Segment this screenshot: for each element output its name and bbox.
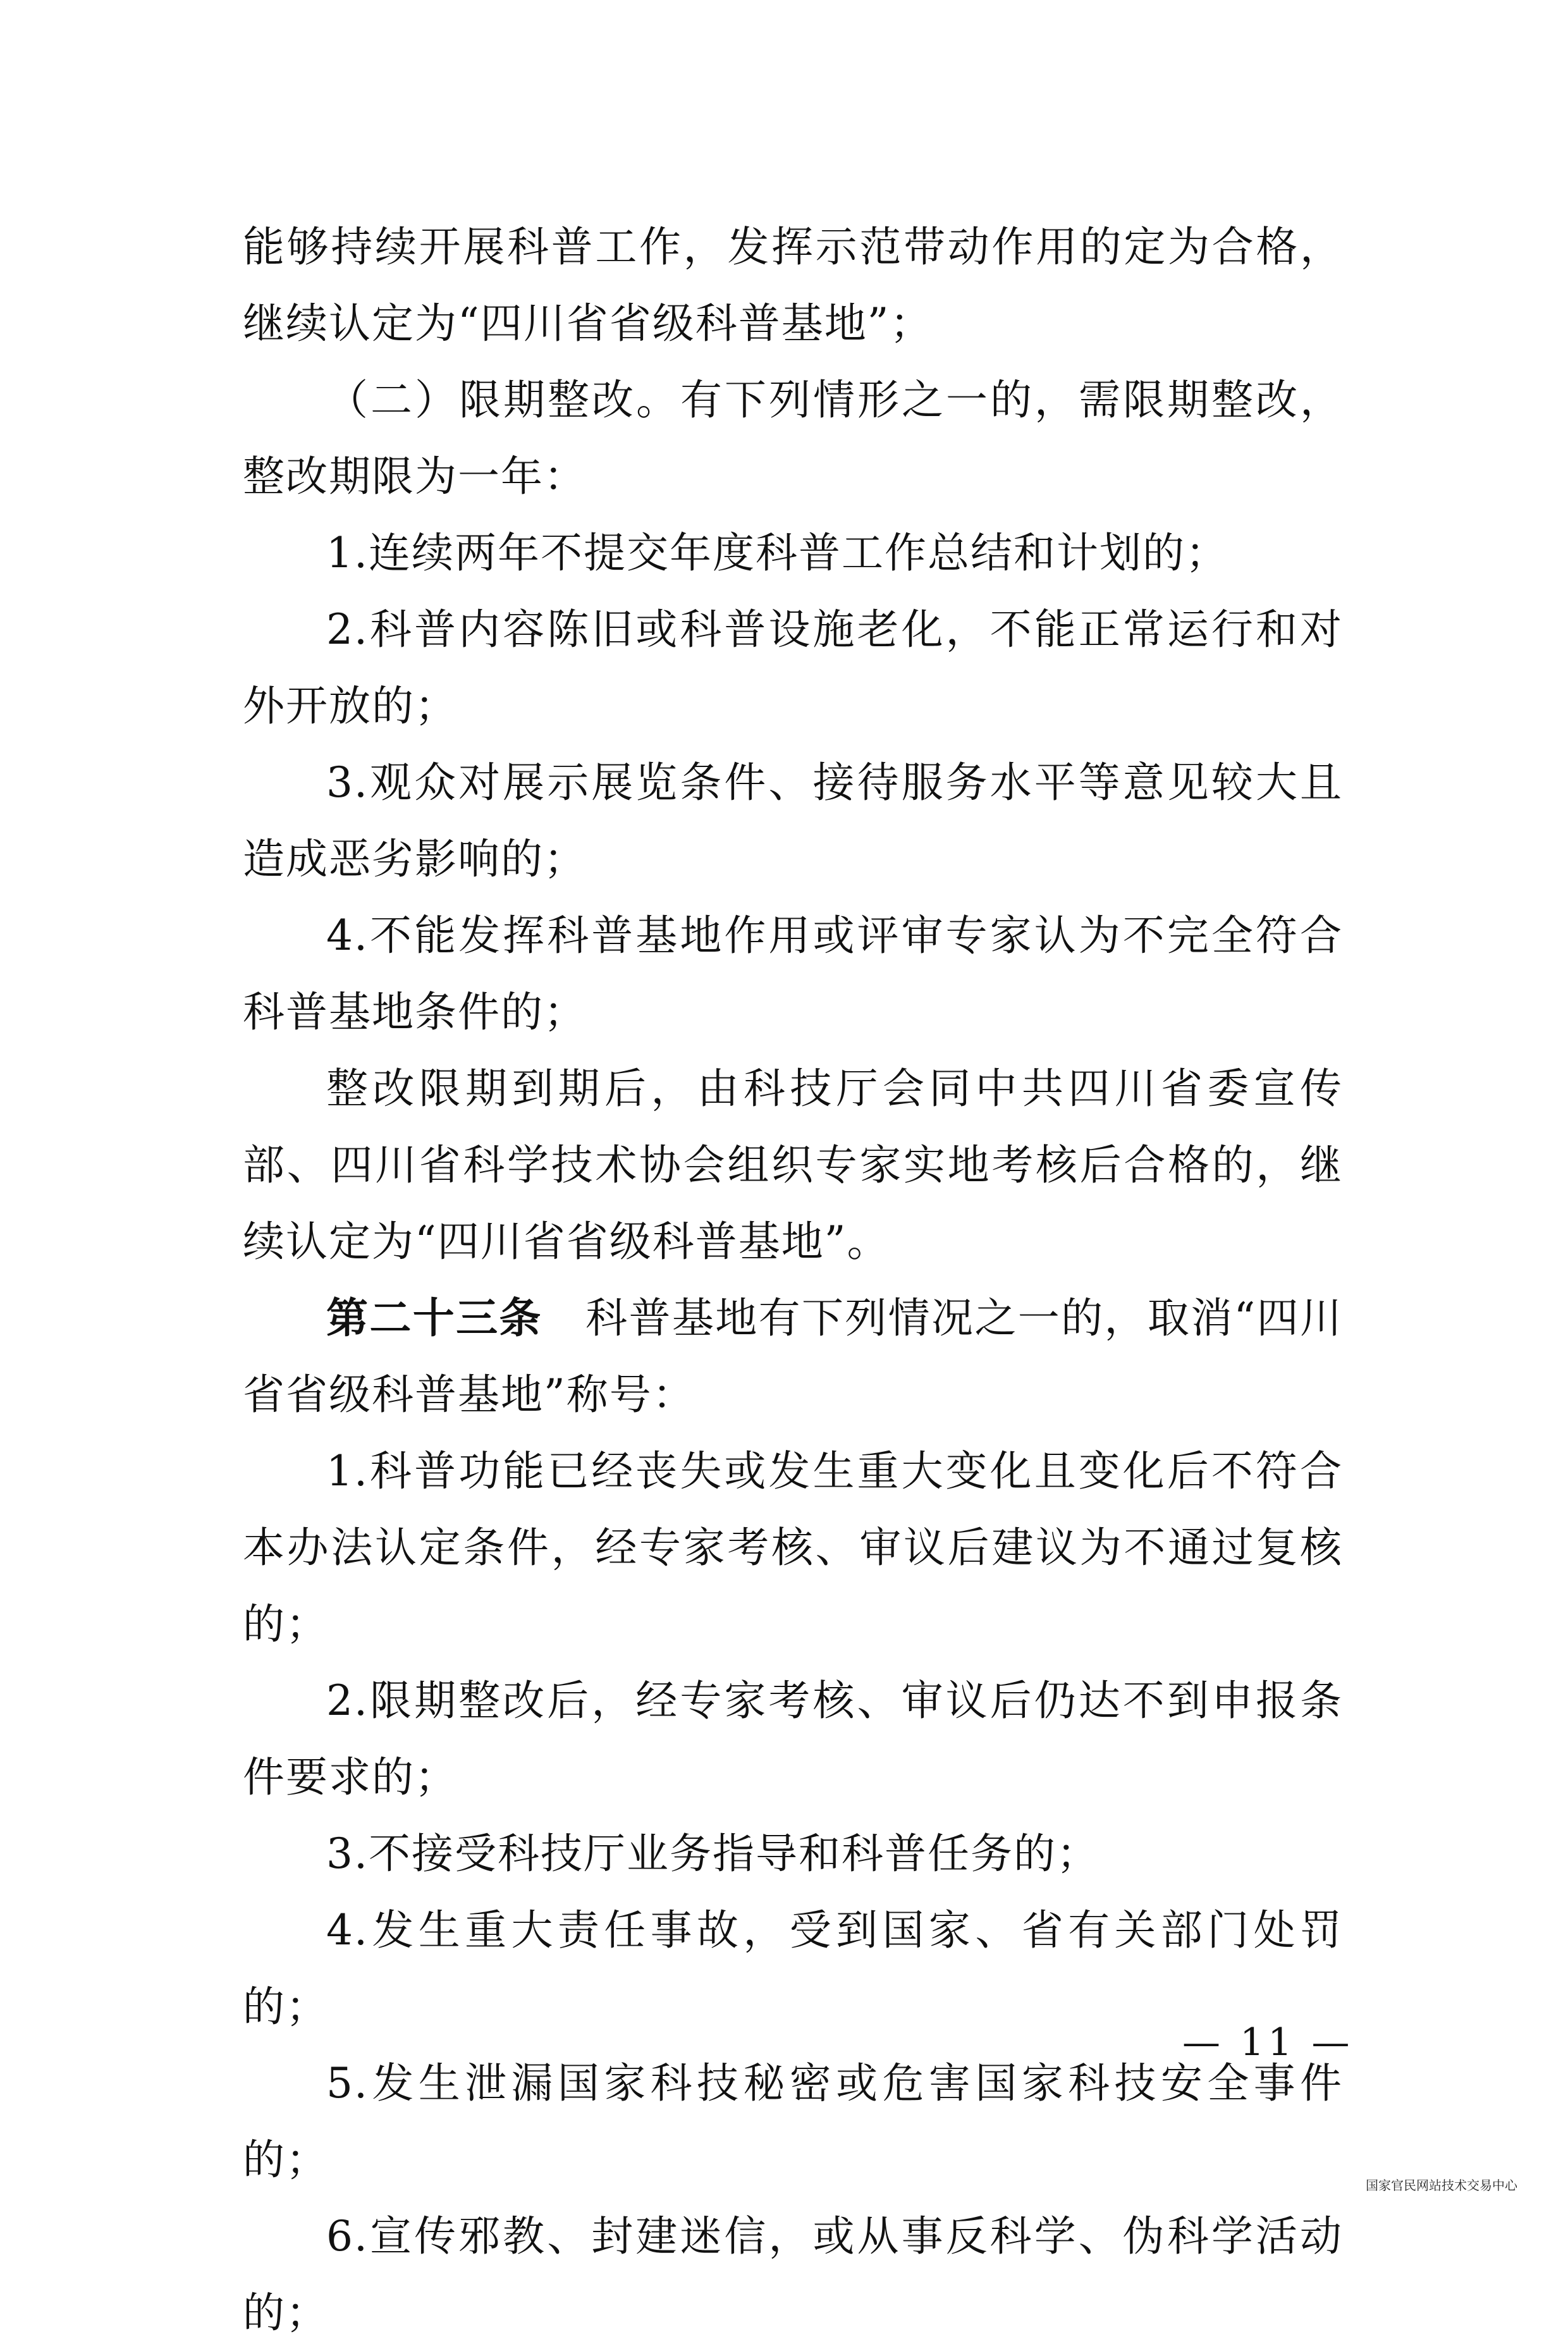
list-item: 3.观众对展示展览条件、接待服务水平等意见较大且造成恶劣影响的；	[243, 758, 1343, 883]
paragraph-after-deadline: 整改限期到期后，由科技厅会同中共四川省委宣传部、四川省科学技术协会组织专家实地考核后合格的，继续认定为“四川省省级科普基地”。	[243, 1064, 1343, 1266]
body-text	[243, 209, 1343, 2351]
list-item: 5.发生泄漏国家科技秘密或危害国家科技安全事件的；	[243, 2059, 1343, 2184]
paragraph-continuation: 能够持续开展科普工作，发挥示范带动作用的定为合格，继续认定为“四川省省级科普基地”；	[243, 223, 1343, 348]
list-item: 4.发生重大责任事故，受到国家、省有关部门处罚的；	[243, 1906, 1343, 2031]
list-item: 2.科普内容陈旧或科普设施老化，不能正常运行和对外开放的；	[243, 605, 1343, 730]
article-23	[243, 1280, 1343, 1433]
article-text: 科普基地有下列情况之一的，取消“四川省省级科普基地”称号：	[243, 1294, 1343, 1419]
page-number: — 11 —	[1182, 2020, 1354, 2065]
list-item: 2.限期整改后，经专家考核、审议后仍达不到申报条件要求的；	[243, 1676, 1343, 1802]
list-item: 3.不接受科技厅业务指导和科普任务的；	[326, 1829, 1099, 1878]
list-item: 4.不能发挥科普基地作用或评审专家认为不完全符合科普基地条件的；	[243, 911, 1343, 1036]
list-item: 1.科普功能已经丧失或发生重大变化且变化后不符合本办法认定条件，经专家考核、审议后建议为不通过复核的；	[243, 1447, 1343, 1648]
watermark: 国家官民网站技术交易中心	[1366, 2178, 1517, 2193]
list-item: 1.连续两年不提交年度科普工作总结和计划的；	[326, 529, 1228, 577]
list-item: 6.宣传邪教、封建迷信，或从事反科学、伪科学活动的；	[243, 2212, 1343, 2337]
paragraph-rectification: （二）限期整改。有下列情形之一的，需限期整改，整改期限为一年：	[243, 376, 1343, 501]
article-heading: 第二十三条	[326, 1293, 542, 1342]
